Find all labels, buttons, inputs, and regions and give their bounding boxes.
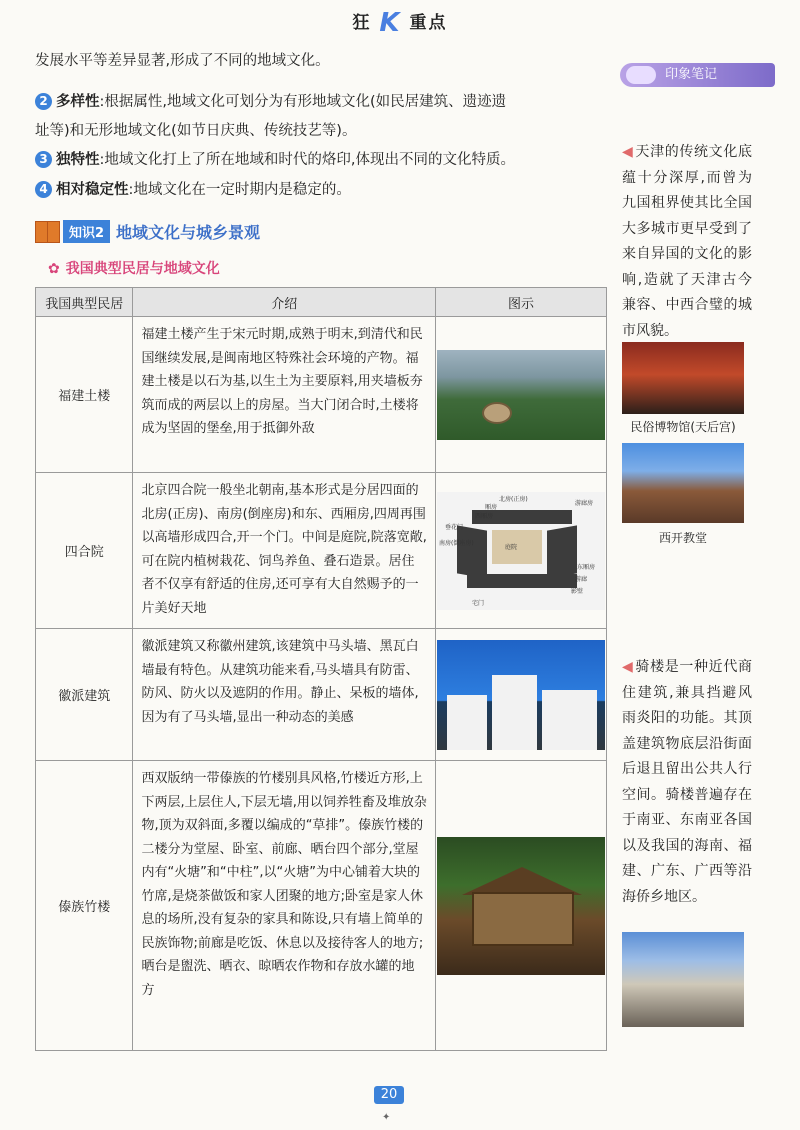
section-title: 地域文化与城乡景观	[116, 222, 261, 242]
church-photo	[622, 443, 744, 523]
point-stability: 4 相对稳定性:地域文化在一定时期内是稳定的。	[35, 176, 610, 205]
table-row	[36, 317, 607, 473]
huipai-image	[437, 640, 605, 750]
dwelling-table	[35, 287, 607, 1051]
subsection-heading: ✿ 我国典型民居与地域文化	[48, 261, 220, 277]
section-badge: 知识2	[63, 220, 110, 243]
point-number: 3	[35, 151, 52, 168]
sidebar-note-qilou: ◀ 骑楼是一种近代商住建筑,兼具挡避风雨炎阳的功能。其顶盖建筑物底层沿街面后退且留出公共人行空间。骑楼普遍存在于南亚、东南亚各国以及我国的海南、福建、广东、广西等沿海侨乡地区。	[622, 659, 752, 905]
point-title: 多样性	[56, 94, 100, 110]
point-diversity: 2 多样性:根据属性,地域文化可划分为有形地域文化(如民居建筑、遗迹遗 址等)和无形地域文化(如节日庆典、传统技艺等)。	[35, 94, 507, 139]
sidebar-badge: 印象笔记	[620, 63, 775, 87]
dwelling-desc: 北京四合院一般坐北朝南,基本形式是分居四面的北房(正房)、南房(倒座房)和东、西厢房,四周再围以高墙形成四合,开一个门。中间是庭院,院落宽敞,可在院内植树栽花、饲鸟养鱼、叠石造景。居住者不仅享有舒适的住房,还可享有大自然赐予的一片美好天地	[133, 473, 436, 629]
point-uniqueness: 3 独特性:地域文化打上了所在地域和时代的烙印,体现出不同的文化特质。	[35, 146, 610, 175]
table-header-row	[36, 288, 607, 317]
flower-icon: ✿	[48, 261, 60, 277]
siheyuan-diagram: 北房(正房) 厢房 西厢房 垂花门 南房(倒座房) 庭院 游廊房 东厢房 游廊 影壁 宅门	[437, 492, 605, 610]
museum-caption: 民俗博物馆(天后宫)	[630, 420, 736, 434]
triangle-icon: ◀	[622, 144, 634, 160]
dwelling-name: 四合院	[36, 473, 133, 629]
elephant-icon	[626, 66, 656, 84]
point-title: 相对稳定性	[56, 182, 129, 198]
header-k-logo: K	[379, 8, 402, 38]
dwelling-desc: 徽派建筑又称徽州建筑,该建筑中马头墙、黑瓦白墙最有特色。从建筑功能来看,马头墙具有防雷、防风、防火以及遮阴的作用。静止、呆板的墙体,因为有了马头墙,显出一种动态的美感	[133, 629, 436, 761]
header-text-2: 重点	[409, 13, 448, 33]
huipai-image-cell	[436, 629, 607, 761]
dwelling-name: 徽派建筑	[36, 629, 133, 761]
dwelling-name: 傣族竹楼	[36, 761, 133, 1051]
tulou-image-cell	[436, 317, 607, 473]
dwelling-name: 福建土楼	[36, 317, 133, 473]
table-header: 图示	[436, 288, 607, 317]
section-heading	[35, 218, 260, 244]
table-row	[36, 473, 607, 629]
intro-line: 发展水平等差异显著,形成了不同的地域文化。	[35, 53, 330, 69]
book-icon	[35, 221, 59, 241]
table-header: 我国典型民居	[36, 288, 133, 317]
point-number: 4	[35, 181, 52, 198]
bird-icon: ✦	[382, 1112, 391, 1123]
dwelling-desc: 西双版纳一带傣族的竹楼别具风格,竹楼近方形,上下两层,上层住人,下层无墙,用以饲养牲畜及堆放杂物,顶为双斜面,多覆以编成的“草排”。傣族竹楼的二楼分为堂屋、卧室、前廊、晒台四个部分,堂屋内有“火塘”和“中柱”,以“火塘”为中心铺着大块的竹席,是烧茶做饭和家人团聚的地方;卧室是家人休息的场所,没有复杂的家具和陈设,只有墙上简单的民族饰物;前廊是吃饭、休息以及接待客人的地方;晒台是盥洗、晒衣、晾晒农作物和存放水罐的地方	[133, 761, 436, 1051]
dwelling-desc: 福建土楼产生于宋元时期,成熟于明末,到清代和民国继续发展,是闽南地区特殊社会环境的产物。福建土楼是以石为基,以生土为主要原料,用夹墙板夯筑而成的两层以上的房屋。当大门闭合时,土楼将成为坚固的堡垒,用于抵御外敌	[133, 317, 436, 473]
daizu-image	[437, 837, 605, 975]
point-number: 2	[35, 93, 52, 110]
table-header: 介绍	[133, 288, 436, 317]
point-title: 独特性	[56, 152, 100, 168]
daizu-image-cell	[436, 761, 607, 1051]
museum-photo	[622, 342, 744, 414]
page-number: 20	[374, 1086, 404, 1104]
church-caption: 西开教堂	[658, 531, 707, 545]
qilou-photo	[622, 932, 744, 1027]
page-header	[0, 8, 800, 38]
header-text-1: 狂	[352, 13, 372, 33]
tulou-image	[437, 350, 605, 440]
sidebar-note-tianjin: ◀ 天津的传统文化底蕴十分深厚,而曾为九国租界使其比全国大多城市更早受到了来自异国的文化的影响,造就了天津古今兼容、中西合璧的城市风貌。	[622, 144, 752, 339]
siheyuan-diagram-cell	[436, 473, 607, 629]
table-row	[36, 629, 607, 761]
table-row	[36, 761, 607, 1051]
triangle-icon: ◀	[622, 659, 634, 675]
